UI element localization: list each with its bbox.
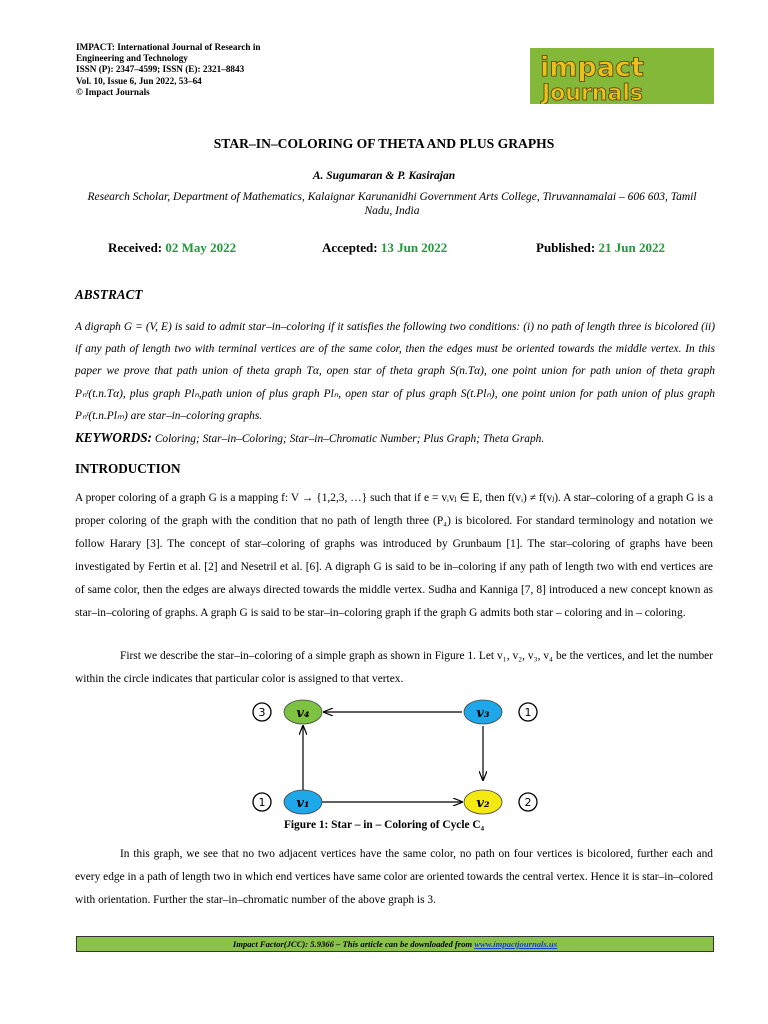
color-num-v1: 1 bbox=[258, 796, 266, 809]
received-date bbox=[108, 240, 236, 256]
figure-cycle-c4 bbox=[240, 696, 550, 818]
logo-word-journals: Journals bbox=[542, 81, 643, 104]
accepted-value: 13 Jun 2022 bbox=[380, 240, 448, 255]
keywords bbox=[75, 430, 715, 446]
received-label: Received: bbox=[108, 240, 163, 255]
paper-affiliation: Research Scholar, Department of Mathematics, Kalaignar Karunanidhi Government Arts College, Tiruvannamalai – 606 603, Tamil Nadu, India bbox=[87, 191, 697, 217]
received-value: 02 May 2022 bbox=[165, 240, 237, 255]
paper-authors: A. Sugumaran & P. Kasirajan bbox=[312, 170, 456, 182]
journal-issn: ISSN (P): 2347–4599; ISSN (E): 2321–8843 bbox=[76, 64, 245, 75]
footer-link[interactable]: www.impactjournals.us bbox=[474, 939, 558, 949]
intro-paragraph-3: In this graph, we see that no two adjacent vertices have the same color, no path on four vertices is bicolored, further each and every edge in a path of length two in which end vertices have same color are oriented towards the central vertex. Hence it is star–in–colored with orientation. Further the star–in–chromatic number of the above graph is 3. bbox=[75, 848, 713, 906]
paper-title: STAR–IN–COLORING OF THETA AND PLUS GRAPHS bbox=[213, 136, 555, 151]
color-num-v4: 3 bbox=[258, 706, 266, 719]
published-date bbox=[536, 240, 665, 256]
journal-info bbox=[76, 42, 336, 98]
published-value: 21 Jun 2022 bbox=[598, 240, 665, 255]
published-label: Published: bbox=[536, 240, 596, 255]
vertex-v2-label: v₂ bbox=[476, 796, 490, 811]
color-num-v3: 1 bbox=[524, 706, 532, 719]
accepted-label: Accepted: bbox=[322, 240, 378, 255]
color-num-v2: 2 bbox=[524, 796, 532, 809]
vertex-v1-label: v₁ bbox=[296, 796, 310, 811]
vertex-v3-label: v₃ bbox=[476, 706, 490, 721]
accepted-date bbox=[322, 240, 447, 256]
keywords-text: Coloring; Star–in–Coloring; Star–in–Chromatic Number; Plus Graph; Theta Graph. bbox=[154, 433, 545, 445]
intro-paragraph-1: A proper coloring of a graph G is a mapping f: V → {1,2,3, …} such that if e = vᵢvⱼ ∈ E, then f(vᵢ) ≠ f(vⱼ). A star–coloring of a graph G is a proper coloring of the graph with the condition that no path of length three (P₄) is bicolored. For standard terminology and notation we follow Harary [3]. The concept of star–coloring of graphs was introduced by Grunbaum [1]. The star–coloring of graphs have been investigated by Fertin et al. [2] and Nesetril et al. [6]. A digraph G is said to be in–coloring if any path of length two with end vertices are of same color, then the edges are always directed towards the middle vertex. Sudha and Kanniga [7, 8] introduced a new concept known as star–in–coloring of graphs. A graph G is said to be star–in–coloring graph if the graph G admits both star – coloring and in – coloring. bbox=[75, 492, 713, 619]
impact-journals-logo bbox=[530, 48, 714, 104]
journal-volume: Vol. 10, Issue 6, Jun 2022, 53–64 bbox=[76, 75, 202, 86]
abstract-text: A digraph G = (V, E) is said to admit star–in–coloring if it satisfies the following two conditions: (i) no path of length three is bicolored (ii) if any path of length two with terminal vertices are of the same color, then the edges must be oriented towards the middle vertex. In this paper we prove that path union of theta graph Tα, open star of theta graph S(n.Tα), one point union for path union of theta graph Pₙᵗ(t.n.Tα), plus graph Plₙ,path union of plus graph Plₙ, open star of plus graph S(t.Plₙ), one point union for path union of plus graph Pₙᵗ(t.n.Plₘ) are star–in–coloring graphs. bbox=[75, 321, 715, 422]
vertex-v4-label: v₄ bbox=[296, 706, 310, 721]
abstract-heading: ABSTRACT bbox=[75, 287, 143, 302]
page-footer bbox=[76, 936, 714, 952]
figure-caption: Figure 1: Star – in – Coloring of Cycle C₄ bbox=[283, 819, 485, 831]
keywords-label: KEYWORDS: bbox=[75, 430, 152, 445]
journal-copyright: © Impact Journals bbox=[76, 86, 150, 97]
journal-name-line1: IMPACT: International Journal of Research in bbox=[76, 42, 261, 52]
intro-paragraph-2: First we describe the star–in–coloring of a simple graph as shown in Figure 1. Let v₁, v₂, v₃, v₄ be the vertices, and let the number within the circle indicates that particular color is assigned to that vertex. bbox=[75, 650, 713, 685]
journal-name-line2: Engineering and Technology bbox=[76, 53, 188, 64]
logo-word-impact: impact bbox=[540, 52, 644, 83]
footer-text: Impact Factor(JCC): 5.9366 – This article can be downloaded from bbox=[232, 939, 475, 949]
introduction-heading: INTRODUCTION bbox=[75, 461, 181, 476]
